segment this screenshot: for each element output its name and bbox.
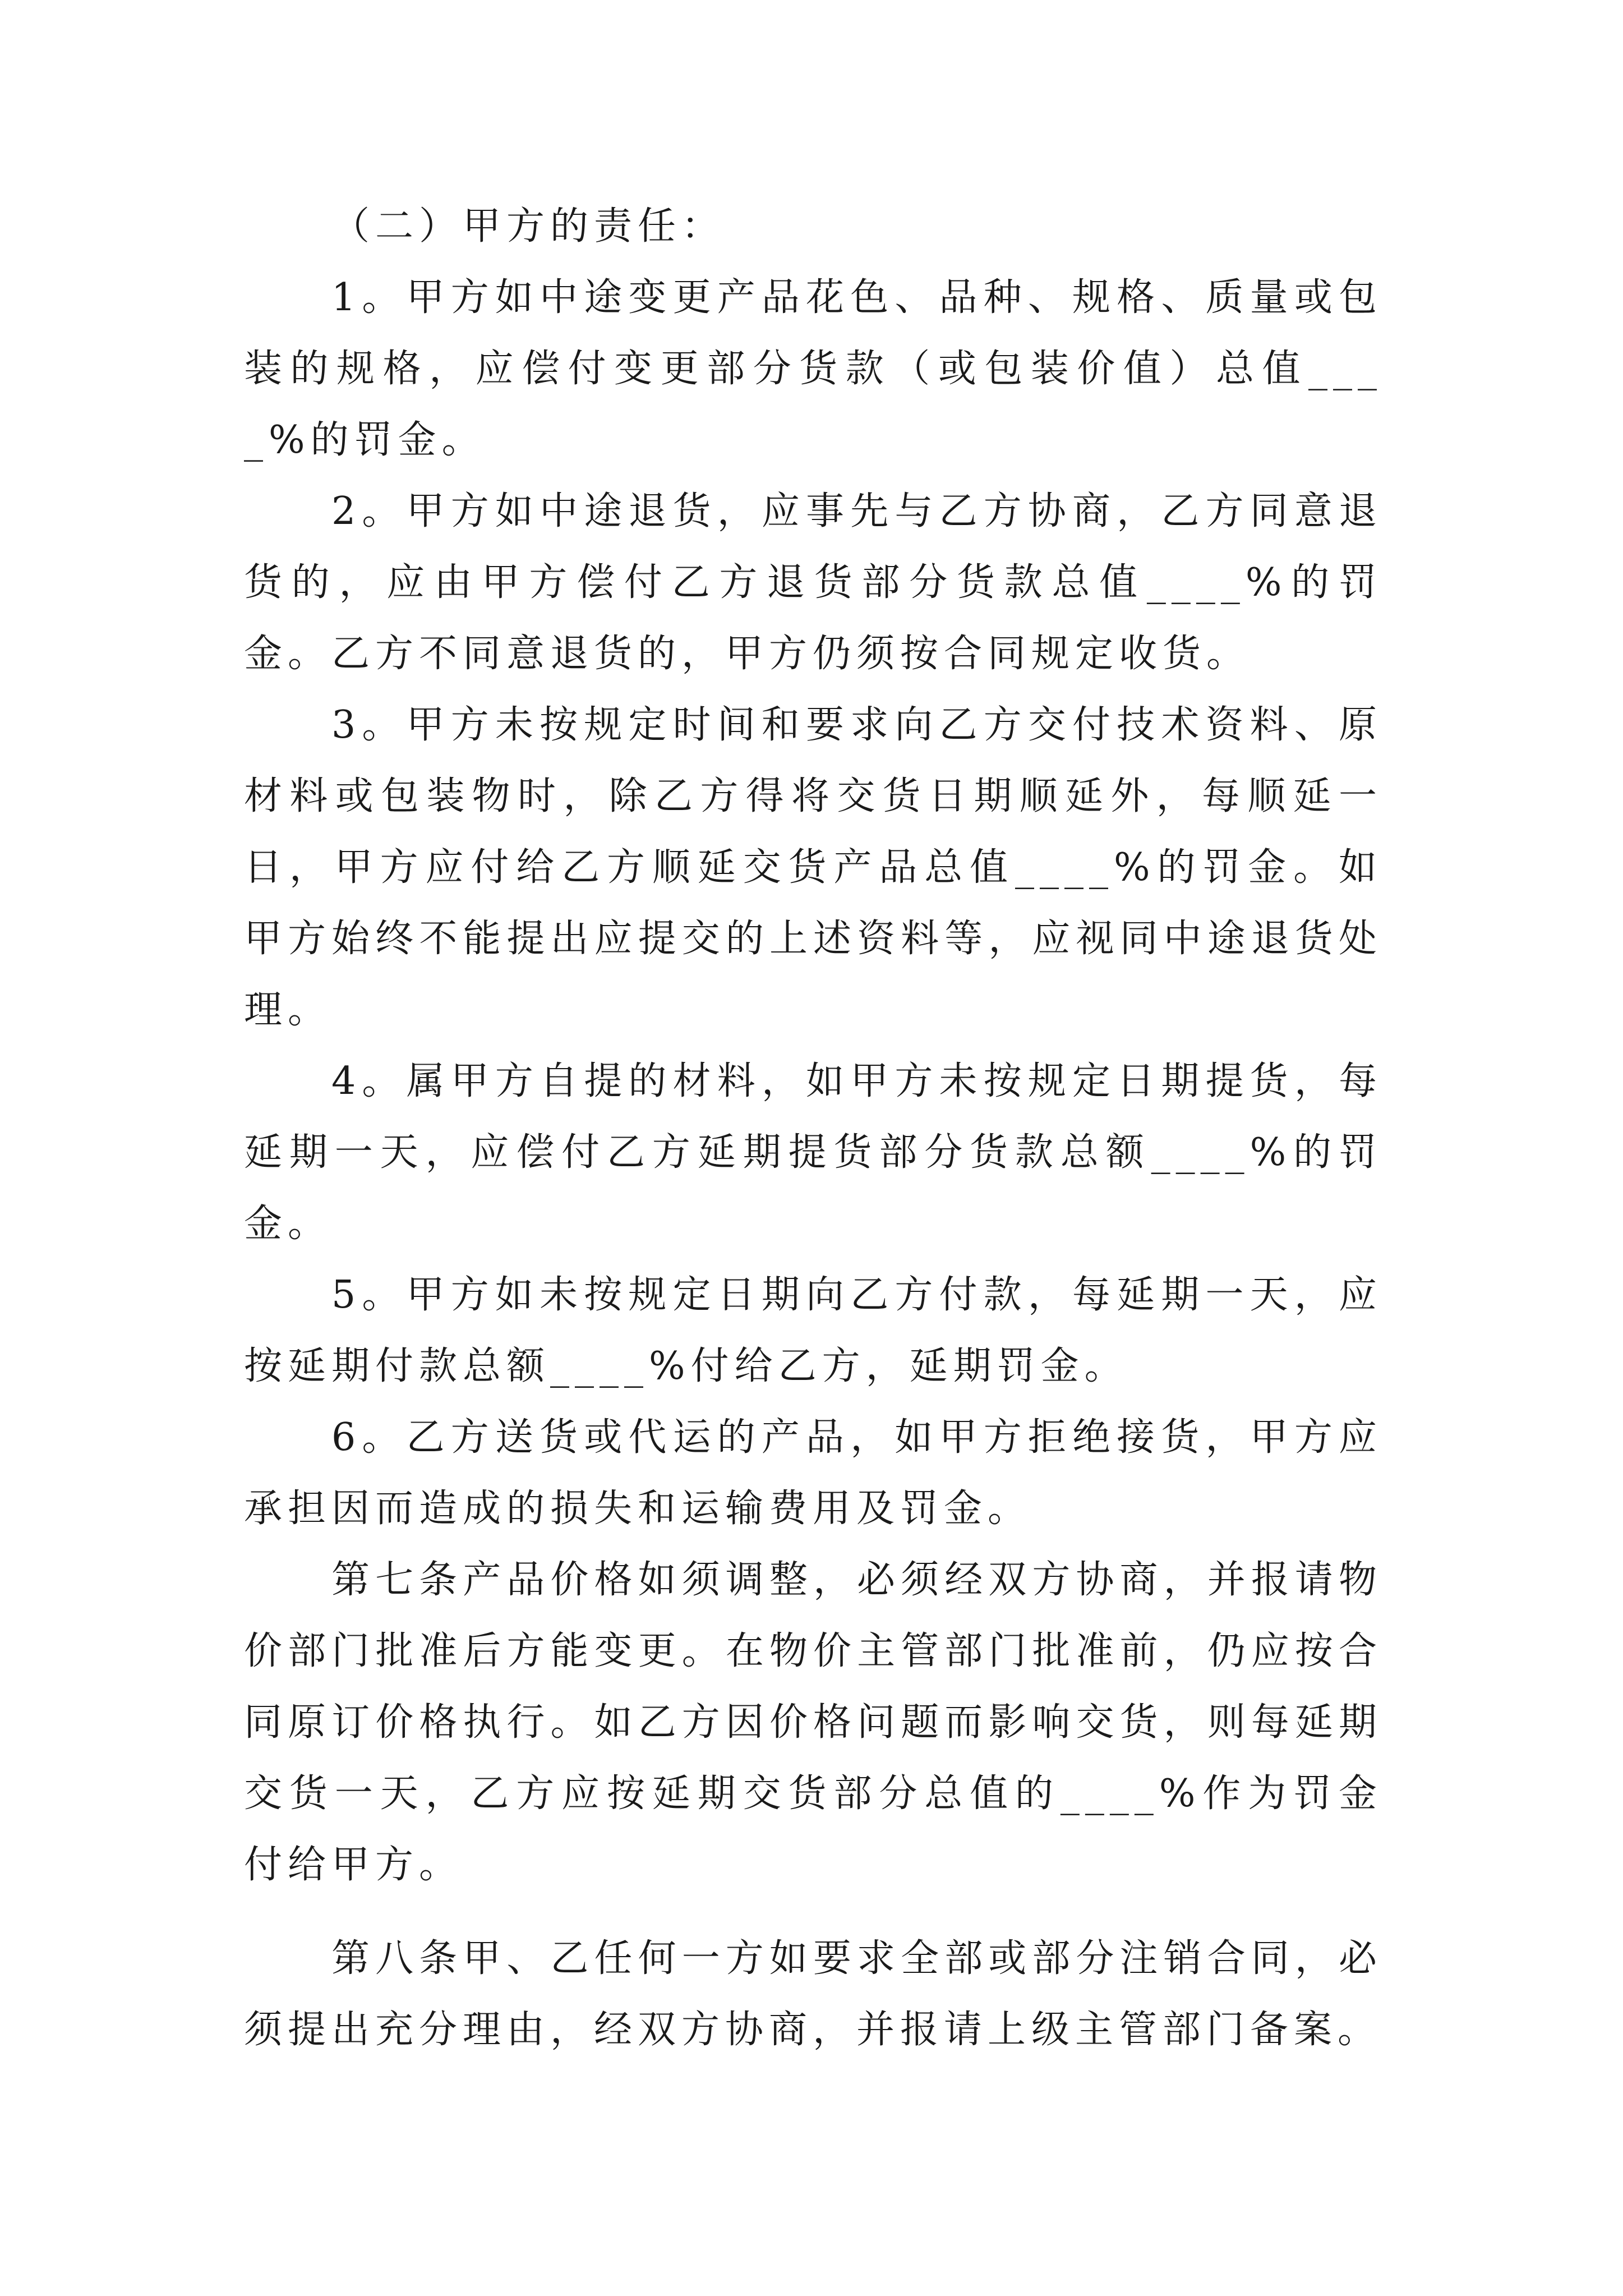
clause-3-materials-delay-penalty: 3。甲方未按规定时间和要求向乙方交付技术资料、原材料或包装物时，除乙方得将交货日期顺延外，每顺延一日，甲方应付给乙方顺延交货产品总值____%的罚金。如甲方始终不能提出应提交的上述资料等，应视同中途退货处理。 bbox=[244, 703, 1382, 1032]
clause-5-payment-delay-penalty: 5。甲方如未按规定日期向乙方付款，每延期一天，应按延期付款总额____%付给乙方，延期罚金。 bbox=[244, 1273, 1382, 1388]
section-heading-party-a-responsibility: （二）甲方的责任： bbox=[331, 204, 726, 249]
document-body bbox=[244, 191, 1382, 2065]
clause-1-change-penalty: 1。甲方如中途变更产品花色、品种、规格、质量或包装的规格，应偿付变更部分货款（或包装价值）总值____%的罚金。 bbox=[244, 275, 1382, 462]
clause-2-return-penalty: 2。甲方如中途退货，应事先与乙方协商，乙方同意退货的，应由甲方偿付乙方退货部分货款总值____%的罚金。乙方不同意退货的，甲方仍须按合同规定收货。 bbox=[244, 489, 1382, 676]
article-8-contract-cancellation: 第八条甲、乙任何一方如要求全部或部分注销合同，必须提出充分理由，经双方协商，并报请上级主管部门备案。 bbox=[244, 1936, 1382, 2052]
clause-4-pickup-delay-penalty: 4。属甲方自提的材料，如甲方未按规定日期提货，每延期一天，应偿付乙方延期提货部分货款总额____%的罚金。 bbox=[244, 1059, 1382, 1246]
clause-6-refusal-liability: 6。乙方送货或代运的产品，如甲方拒绝接货，甲方应承担因而造成的损失和运输费用及罚金。 bbox=[244, 1415, 1382, 1531]
article-7-price-adjustment: 第七条产品价格如须调整，必须经双方协商，并报请物价部门批准后方能变更。在物价主管部门批准前，仍应按合同原订价格执行。如乙方因价格问题而影响交货，则每延期交货一天，乙方应按延期交货部分总值的____%作为罚金付给甲方。 bbox=[244, 1558, 1382, 1887]
